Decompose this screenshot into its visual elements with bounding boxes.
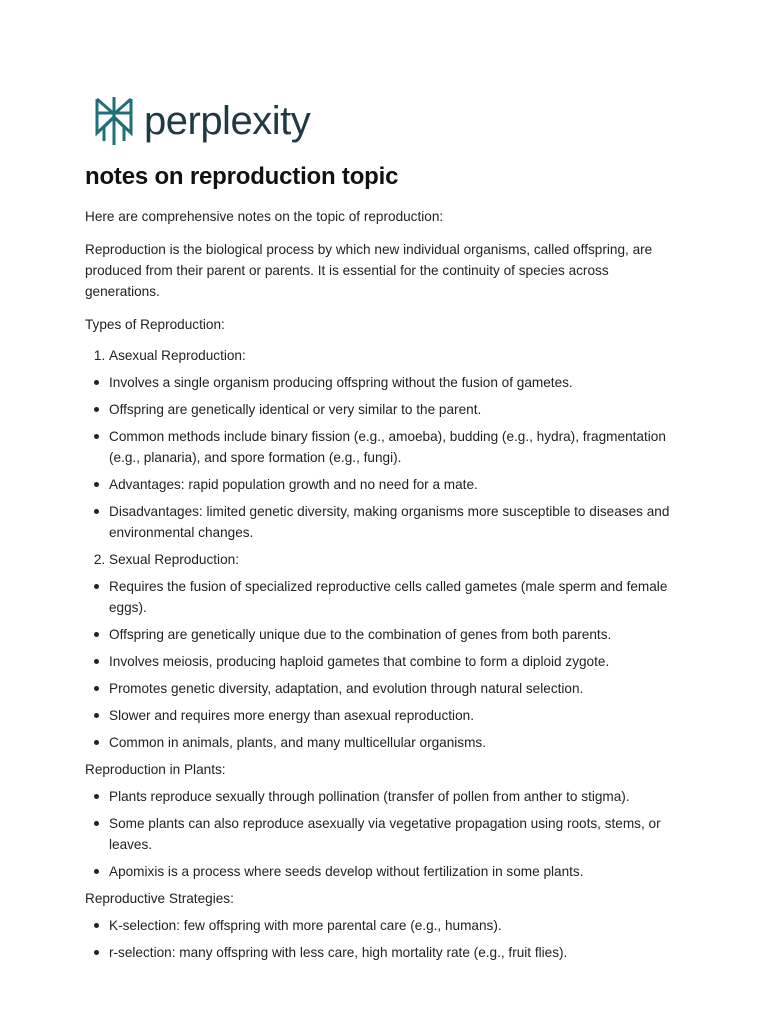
plants-heading: Reproduction in Plants: (85, 762, 226, 777)
list-item: Advantages: rapid population growth and no need for a mate. (109, 474, 685, 495)
list-item: Some plants can also reproduce asexually via vegetative propagation using roots, stems, or leaves. (109, 813, 685, 855)
list-item: Involves a single organism producing offspring without the fusion of gametes. (109, 372, 685, 393)
asexual-points (85, 372, 685, 543)
perplexity-logo (93, 93, 310, 149)
list-item: K-selection: few offspring with more parental care (e.g., humans). (109, 915, 685, 936)
strategies-heading: Reproductive Strategies: (85, 891, 234, 906)
definition-paragraph: Reproduction is the biological process by which new individual organisms, called offspring, are produced from their parent or parents. It is essential for the continuity of species across generations. (85, 242, 653, 299)
types-list-asexual (85, 345, 685, 366)
types-heading: Types of Reproduction: (85, 317, 225, 332)
perplexity-wordmark: perplexity (144, 99, 311, 143)
sexual-label: 2. Sexual Reproduction: (109, 549, 685, 570)
page-title: notes on reproduction topic (85, 163, 399, 190)
list-item: Offspring are genetically unique due to the combination of genes from both parents. (109, 624, 685, 645)
document-content (85, 160, 685, 963)
list-item: Plants reproduce sexually through pollination (transfer of pollen from anther to stigma). (109, 786, 685, 807)
list-item: Apomixis is a process where seeds develop without fertilization in some plants. (109, 861, 685, 882)
list-item: Disadvantages: limited genetic diversity, making organisms more susceptible to diseases and environmental changes. (109, 501, 685, 543)
list-item: Slower and requires more energy than asexual reproduction. (109, 705, 685, 726)
list-item: r-selection: many offspring with less care, high mortality rate (e.g., fruit flies). (109, 942, 685, 963)
list-item: Common methods include binary fission (e.g., amoeba), budding (e.g., hydra), fragmentation (e.g., planaria), and spore formation (e.g., fungi). (109, 426, 685, 468)
intro-text: Here are comprehensive notes on the topic of reproduction: (85, 209, 444, 224)
plants-points (85, 786, 685, 882)
list-item: Common in animals, plants, and many multicellular organisms. (109, 732, 685, 753)
list-item: Requires the fusion of specialized reproductive cells called gametes (male sperm and female eggs). (109, 576, 685, 618)
types-list-sexual (85, 549, 685, 570)
list-item: Offspring are genetically identical or very similar to the parent. (109, 399, 685, 420)
sexual-points (85, 576, 685, 753)
asexual-label: 1. Asexual Reproduction: (109, 345, 685, 366)
list-item: Involves meiosis, producing haploid gametes that combine to form a diploid zygote. (109, 651, 685, 672)
list-item: Promotes genetic diversity, adaptation, and evolution through natural selection. (109, 678, 685, 699)
strategies-points (85, 915, 685, 963)
perplexity-logo-icon (93, 95, 135, 147)
